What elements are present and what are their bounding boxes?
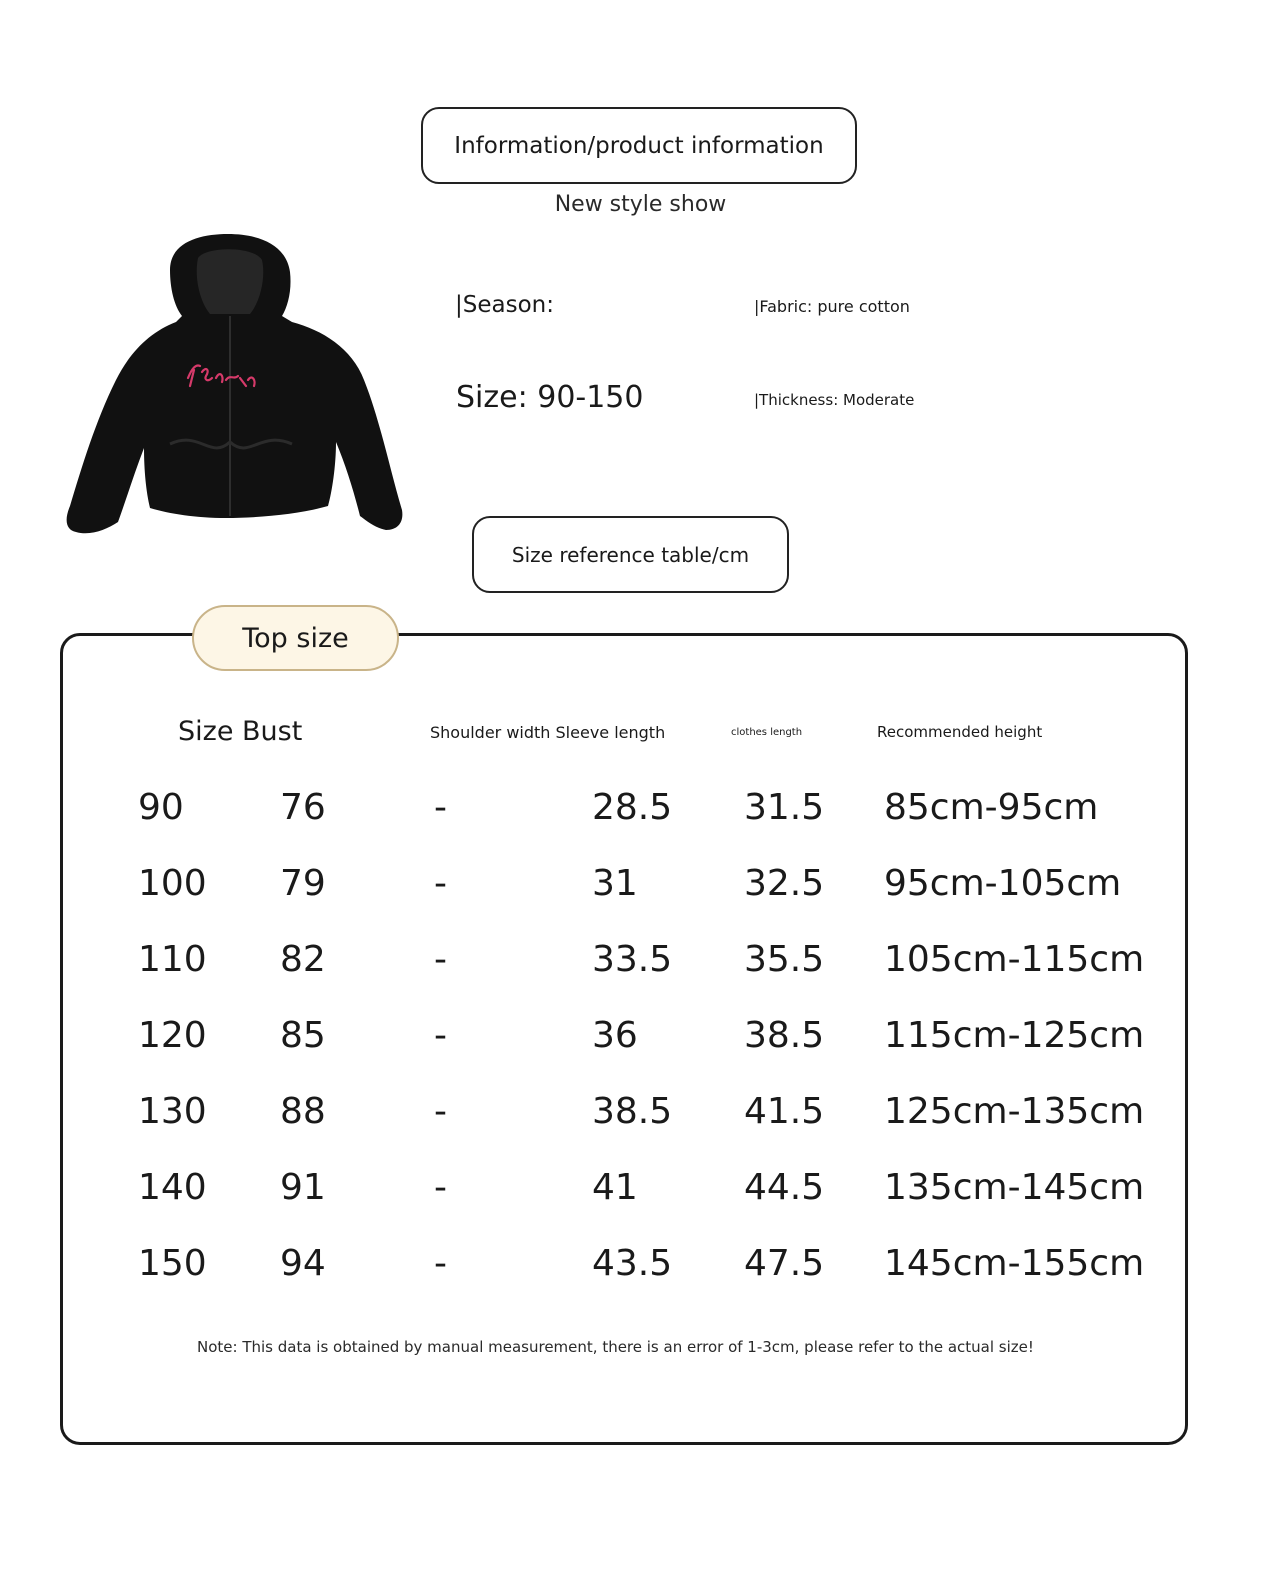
table-row bbox=[0, 1006, 1261, 1066]
header-clothes-length: clothes length bbox=[731, 727, 803, 738]
cell-bust: 76 bbox=[280, 787, 326, 828]
cell-height: 125cm-135cm bbox=[884, 1091, 1145, 1132]
cell-clothes-length: 35.5 bbox=[744, 939, 825, 980]
fabric-label: |Fabric: pure cotton bbox=[754, 297, 910, 316]
cell-sleeve: 41 bbox=[592, 1167, 638, 1208]
cell-size: 120 bbox=[138, 1015, 207, 1056]
header-size-bust: Size Bust bbox=[178, 716, 303, 747]
cell-height: 105cm-115cm bbox=[884, 939, 1145, 980]
table-row bbox=[0, 1082, 1261, 1142]
table-row bbox=[0, 1234, 1261, 1294]
cell-shoulder: - bbox=[434, 787, 447, 828]
cell-clothes-length: 32.5 bbox=[744, 863, 825, 904]
table-row bbox=[0, 930, 1261, 990]
top-size-badge: Top size bbox=[192, 605, 399, 671]
measurement-note: Note: This data is obtained by manual measurement, there is an error of 1-3cm, please refer to the actual size! bbox=[197, 1338, 1034, 1356]
cell-clothes-length: 41.5 bbox=[744, 1091, 825, 1132]
cell-sleeve: 28.5 bbox=[592, 787, 673, 828]
cell-sleeve: 43.5 bbox=[592, 1243, 673, 1284]
cell-height: 85cm-95cm bbox=[884, 787, 1099, 828]
season-label: |Season: bbox=[455, 292, 554, 318]
table-row bbox=[0, 1158, 1261, 1218]
cell-sleeve: 38.5 bbox=[592, 1091, 673, 1132]
cell-clothes-length: 38.5 bbox=[744, 1015, 825, 1056]
cell-shoulder: - bbox=[434, 863, 447, 904]
cell-clothes-length: 47.5 bbox=[744, 1243, 825, 1284]
thickness-label: |Thickness: Moderate bbox=[754, 391, 915, 409]
header-recommended-height: Recommended height bbox=[877, 723, 1043, 741]
size-reference-title-box bbox=[472, 516, 789, 593]
cell-shoulder: - bbox=[434, 939, 447, 980]
size-reference-title: Size reference table/cm bbox=[511, 542, 750, 567]
cell-height: 135cm-145cm bbox=[884, 1167, 1145, 1208]
cell-bust: 85 bbox=[280, 1015, 326, 1056]
size-range-label: Size: 90-150 bbox=[456, 380, 644, 415]
cell-sleeve: 33.5 bbox=[592, 939, 673, 980]
cell-bust: 79 bbox=[280, 863, 326, 904]
cell-sleeve: 31 bbox=[592, 863, 638, 904]
cell-height: 115cm-125cm bbox=[884, 1015, 1145, 1056]
table-row bbox=[0, 854, 1261, 914]
table-row bbox=[0, 778, 1261, 838]
cell-height: 95cm-105cm bbox=[884, 863, 1122, 904]
cell-bust: 94 bbox=[280, 1243, 326, 1284]
cell-shoulder: - bbox=[434, 1015, 447, 1056]
cell-sleeve: 36 bbox=[592, 1015, 638, 1056]
cell-height: 145cm-155cm bbox=[884, 1243, 1145, 1284]
cell-shoulder: - bbox=[434, 1167, 447, 1208]
cell-shoulder: - bbox=[434, 1091, 447, 1132]
info-title: Information/product information bbox=[454, 132, 824, 159]
cell-bust: 82 bbox=[280, 939, 326, 980]
cell-size: 140 bbox=[138, 1167, 207, 1208]
cell-clothes-length: 44.5 bbox=[744, 1167, 825, 1208]
cell-size: 150 bbox=[138, 1243, 207, 1284]
product-image bbox=[60, 230, 410, 545]
cell-bust: 91 bbox=[280, 1167, 326, 1208]
cell-size: 90 bbox=[138, 787, 184, 828]
header-shoulder-sleeve: Shoulder width Sleeve length bbox=[430, 723, 666, 742]
cell-bust: 88 bbox=[280, 1091, 326, 1132]
cell-clothes-length: 31.5 bbox=[744, 787, 825, 828]
cell-shoulder: - bbox=[434, 1243, 447, 1284]
cell-size: 100 bbox=[138, 863, 207, 904]
subtitle: New style show bbox=[554, 192, 727, 217]
cell-size: 110 bbox=[138, 939, 207, 980]
info-title-box bbox=[421, 107, 857, 184]
cell-size: 130 bbox=[138, 1091, 207, 1132]
